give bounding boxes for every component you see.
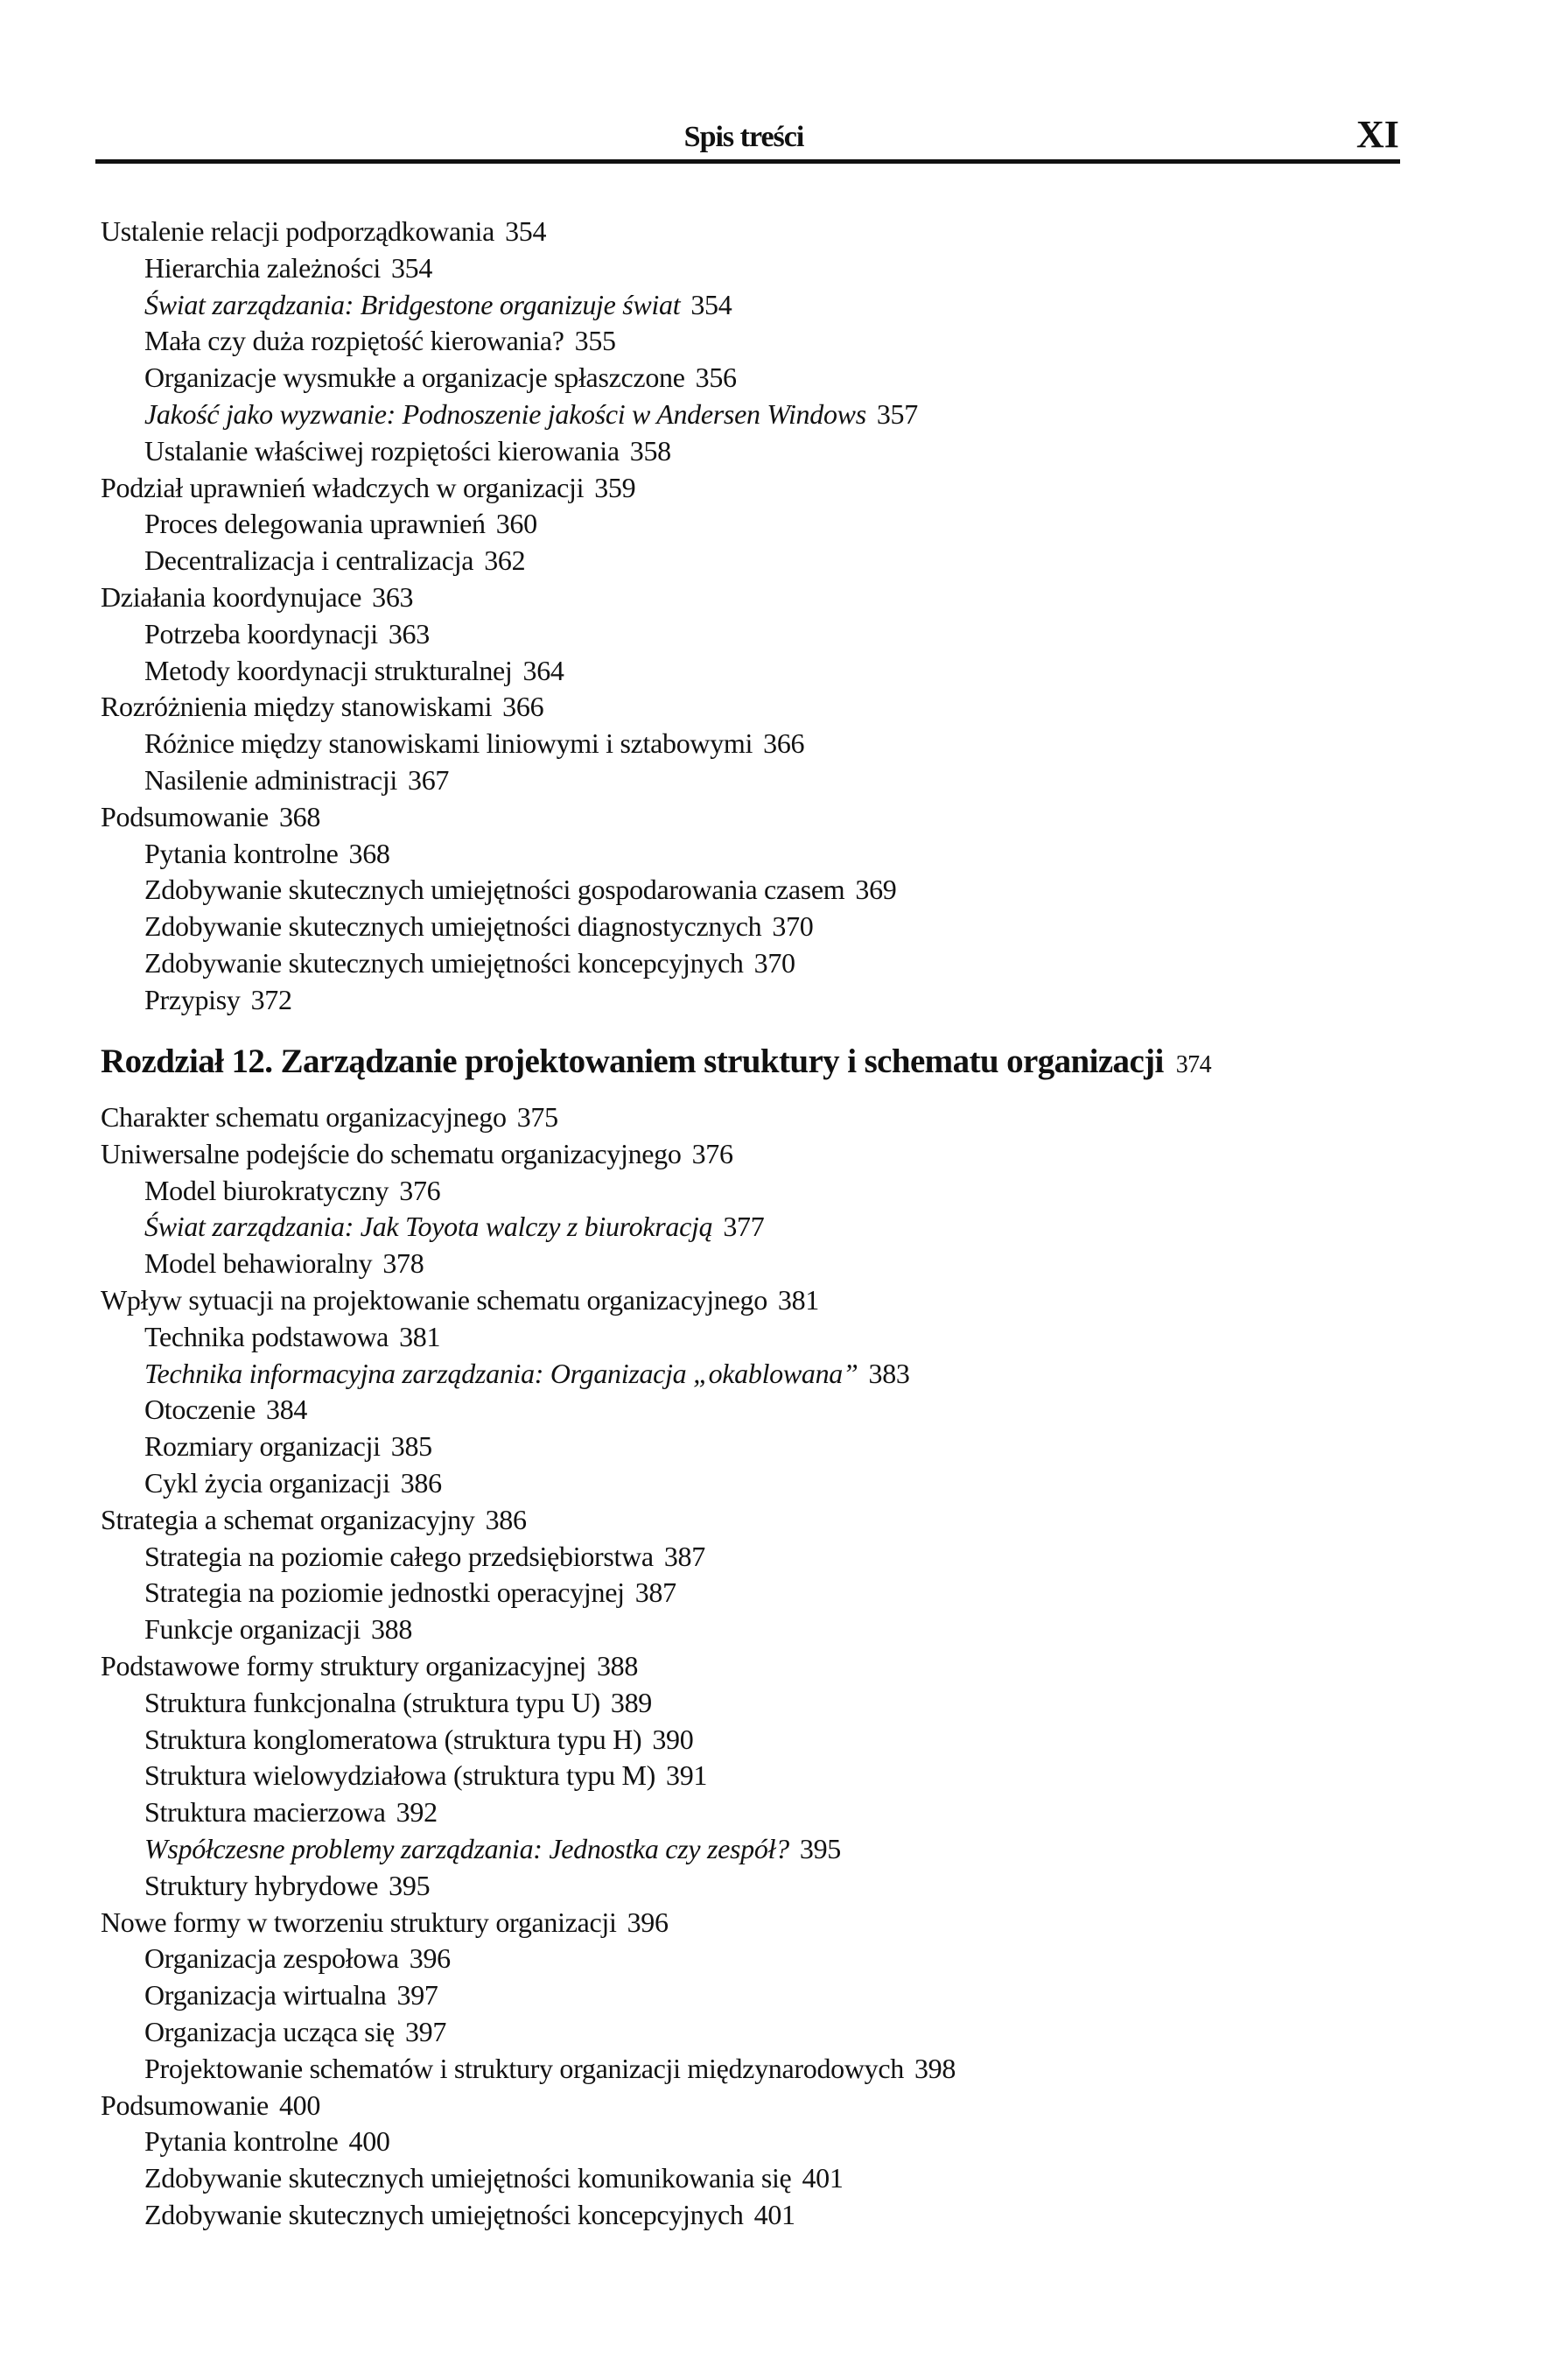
- toc-subentry: [0, 982, 1555, 1019]
- toc-subentry: [0, 1356, 1555, 1393]
- toc-entry-title: Wpływ sytuacji na projektowanie schematu organizacyjnego: [101, 1283, 767, 1316]
- toc-entry-title: Rozmiary organizacji: [144, 1430, 381, 1463]
- toc-subentry: [0, 1977, 1555, 2014]
- toc-entry-page: 368: [278, 800, 321, 832]
- toc-entry-title: Ustalenie relacji podporządkowania: [101, 215, 495, 247]
- toc-subentry: [0, 1758, 1555, 1794]
- toc-subentry: [0, 250, 1555, 287]
- toc-subentry: [0, 836, 1555, 873]
- toc-entry: [0, 1648, 1555, 1685]
- toc-entry-page: 370: [772, 910, 814, 943]
- toc-entry-title: Organizacja wirtualna: [144, 1979, 387, 2011]
- toc-entry-title: Proces delegowania uprawnień: [144, 508, 486, 540]
- toc-subentry: [0, 1941, 1555, 1977]
- toc-entry-page: 401: [753, 2198, 795, 2230]
- toc-entry-title: Mała czy duża rozpiętość kierowania?: [144, 325, 564, 357]
- toc-subentry: [0, 726, 1555, 762]
- toc-entry-title: Nowe formy w tworzeniu struktury organizacji: [101, 1906, 617, 1938]
- toc-entry-title: Metody koordynacji strukturalnej: [144, 654, 513, 686]
- toc-entry-title: Technika informacyjna zarządzania: Organizacja „okablowana”: [144, 1357, 858, 1389]
- toc-entry-page: 367: [408, 763, 450, 796]
- toc-entry-title: Świat zarządzania: Jak Toyota walczy z biurokracją: [144, 1211, 713, 1243]
- toc-subentry: [0, 2160, 1555, 2197]
- toc-entry-page: 400: [348, 2125, 390, 2158]
- toc-subentry: [0, 1868, 1555, 1905]
- toc-entry-title: Podsumowanie: [101, 800, 269, 832]
- toc-subentry: [0, 1575, 1555, 1611]
- toc-entry-page: 396: [409, 1942, 451, 1975]
- toc-subentry: [0, 1722, 1555, 1759]
- toc-subentry: [0, 1392, 1555, 1429]
- toc-subentry: [0, 945, 1555, 982]
- toc-entry: [0, 1099, 1555, 1136]
- toc-entry-title: Pytania kontrolne: [144, 2125, 339, 2158]
- toc-entry: [0, 1136, 1555, 1173]
- toc-subentry: [0, 872, 1555, 909]
- toc-entry-title: Organizacja zespołowa: [144, 1942, 399, 1975]
- toc-entry-page: 386: [485, 1503, 527, 1535]
- toc-entry-page: 392: [396, 1796, 438, 1829]
- toc-entry-title: Organizacja ucząca się: [144, 2015, 395, 2047]
- toc-entry-page: 354: [505, 215, 547, 247]
- toc-subentry: [0, 1685, 1555, 1722]
- toc-subentry: [0, 323, 1555, 360]
- toc-entry-page: 376: [399, 1174, 441, 1206]
- toc-entry-page: 356: [695, 362, 737, 394]
- toc-subentry: [0, 433, 1555, 470]
- toc-entry-page: 391: [666, 1759, 708, 1792]
- toc-entry-page: 362: [484, 544, 526, 577]
- toc-subentry: [0, 397, 1555, 433]
- toc-entry-title: Projektowanie schematów i struktury organizacji międzynarodowych: [144, 2052, 904, 2084]
- toc-entry-title: Jakość jako wyzwanie: Podnoszenie jakości w Andersen Windows: [144, 397, 866, 430]
- toc-entry-page: 372: [250, 983, 292, 1015]
- toc-entry-page: 381: [399, 1320, 441, 1352]
- toc-subentry: [0, 1831, 1555, 1868]
- toc-entry-page: 384: [266, 1394, 308, 1426]
- toc-subentry: [0, 2014, 1555, 2051]
- toc-entry-page: 378: [382, 1247, 424, 1280]
- toc-subentry: [0, 1611, 1555, 1648]
- chapter-page: 374: [1175, 1051, 1211, 1078]
- toc-entry-page: 388: [596, 1649, 639, 1681]
- toc-entry-page: 396: [627, 1906, 669, 1938]
- toc-subentry: [0, 653, 1555, 690]
- toc-entry: [0, 470, 1555, 507]
- toc-subentry: [0, 506, 1555, 543]
- toc-entry-page: 354: [690, 288, 732, 320]
- toc-entry-page: 358: [629, 434, 671, 467]
- toc-entry-page: 387: [634, 1576, 676, 1609]
- toc-entry-page: 363: [372, 580, 414, 613]
- toc-subentry: [0, 1539, 1555, 1576]
- toc-entry-title: Decentralizacja i centralizacja: [144, 544, 474, 577]
- toc-entry-title: Nasilenie administracji: [144, 763, 398, 796]
- toc-entry-page: 355: [574, 325, 616, 357]
- toc-subentry: [0, 1173, 1555, 1210]
- toc-entry-page: 397: [396, 1979, 438, 2011]
- toc-entry-title: Struktura funkcjonalna (struktura typu U): [144, 1686, 600, 1718]
- toc-entry-title: Funkcje organizacji: [144, 1613, 361, 1646]
- toc-section-chapter-12: [0, 1099, 1555, 2234]
- toc-entry-title: Działania koordynujace: [101, 580, 362, 613]
- toc-entry: [0, 214, 1555, 250]
- toc-entry: [0, 799, 1555, 836]
- toc-entry-title: Zdobywanie skutecznych umiejętności komunikowania się: [144, 2162, 792, 2194]
- toc-entry-page: 370: [753, 946, 795, 979]
- toc-subentry: [0, 287, 1555, 324]
- toc-subentry: [0, 1465, 1555, 1502]
- toc-entry: [0, 1905, 1555, 1941]
- toc-entry-title: Świat zarządzania: Bridgestone organizuje świat: [144, 288, 681, 320]
- toc-entry-title: Struktura wielowydziałowa (struktura typu M): [144, 1759, 656, 1792]
- toc-entry-page: 383: [868, 1357, 910, 1389]
- toc-entry-title: Potrzeba koordynacji: [144, 617, 378, 649]
- toc-entry-title: Zdobywanie skutecznych umiejętności diagnostycznych: [144, 910, 762, 943]
- toc-entry-page: 354: [390, 251, 433, 284]
- toc-entry-page: 366: [502, 691, 544, 723]
- toc-entry-page: 381: [777, 1283, 820, 1316]
- toc-entry-title: Zdobywanie skutecznych umiejętności koncepcyjnych: [144, 2198, 744, 2230]
- toc-subentry: [0, 1209, 1555, 1246]
- toc-entry-page: 395: [799, 1832, 841, 1864]
- toc-entry-page: 360: [495, 508, 537, 540]
- toc-entry-page: 364: [522, 654, 564, 686]
- toc-entry-page: 376: [691, 1137, 733, 1169]
- toc-entry-title: Współczesne problemy zarządzania: Jednostka czy zespół?: [144, 1832, 789, 1864]
- toc-entry-title: Model behawioralny: [144, 1247, 373, 1280]
- toc-subentry: [0, 1319, 1555, 1356]
- toc-entry-title: Pytania kontrolne: [144, 837, 339, 869]
- toc-entry-title: Charakter schematu organizacyjnego: [101, 1101, 507, 1133]
- toc-entry-page: 387: [663, 1540, 705, 1572]
- toc-entry-page: 369: [855, 874, 897, 906]
- toc-subentry: [0, 2124, 1555, 2160]
- toc-entry: [0, 689, 1555, 726]
- toc-entry: [0, 1282, 1555, 1319]
- toc-entry-page: 390: [652, 1723, 694, 1755]
- toc-entry-title: Technika podstawowa: [144, 1320, 389, 1352]
- toc-entry-title: Podsumowanie: [101, 2089, 269, 2121]
- toc-entry-title: Strategia na poziomie jednostki operacyjnej: [144, 1576, 625, 1609]
- toc-entry-page: 401: [802, 2162, 844, 2194]
- toc-entry-page: 368: [348, 837, 390, 869]
- toc-subentry: [0, 616, 1555, 653]
- toc-subentry: [0, 2051, 1555, 2088]
- toc-entry-page: 375: [516, 1101, 558, 1133]
- toc-entry-title: Różnice między stanowiskami liniowymi i sztabowymi: [144, 727, 753, 760]
- toc-entry-title: Strategia a schemat organizacyjny: [101, 1503, 475, 1535]
- toc-subentry: [0, 1246, 1555, 1282]
- toc-entry-title: Organizacje wysmukłe a organizacje spłaszczone: [144, 362, 685, 394]
- toc-entry-page: 397: [404, 2015, 447, 2047]
- toc-entry-title: Otoczenie: [144, 1394, 256, 1426]
- toc-entry-title: Struktury hybrydowe: [144, 1869, 379, 1901]
- toc-entry-title: Strategia na poziomie całego przedsiębiorstwa: [144, 1540, 654, 1572]
- toc-entry-page: 400: [278, 2089, 321, 2121]
- toc-subentry: [0, 360, 1555, 397]
- toc-entry-page: 398: [914, 2052, 956, 2084]
- toc-entry-title: Rozróżnienia między stanowiskami: [101, 691, 493, 723]
- header-rule: [95, 159, 1400, 164]
- toc-entry-title: Struktura macierzowa: [144, 1796, 386, 1829]
- toc-entry-page: 363: [388, 617, 430, 649]
- chapter-heading: [101, 1042, 1211, 1081]
- chapter-title: Rozdział 12. Zarządzanie projektowaniem struktury i schematu organizacji: [101, 1043, 1164, 1080]
- toc-entry-title: Uniwersalne podejście do schematu organizacyjnego: [101, 1137, 682, 1169]
- toc-entry-title: Zdobywanie skutecznych umiejętności gospodarowania czasem: [144, 874, 845, 906]
- toc-entry-title: Model biurokratyczny: [144, 1174, 389, 1206]
- toc-entry-page: 359: [594, 471, 636, 503]
- toc-subentry: [0, 762, 1555, 799]
- toc-entry-title: Podział uprawnień władczych w organizacji: [101, 471, 585, 503]
- toc-subentry: [0, 1429, 1555, 1465]
- toc-entry-title: Hierarchia zależności: [144, 251, 381, 284]
- toc-entry-page: 366: [763, 727, 805, 760]
- toc-entry-page: 388: [370, 1613, 413, 1646]
- toc-entry-title: Przypisy: [144, 983, 241, 1015]
- toc-section-continued: [0, 214, 1555, 1019]
- toc-entry-title: Struktura konglomeratowa (struktura typu H): [144, 1723, 642, 1755]
- page-number: XI: [1356, 113, 1399, 156]
- toc-entry-title: Zdobywanie skutecznych umiejętności koncepcyjnych: [144, 946, 744, 979]
- toc-entry-page: 395: [389, 1869, 431, 1901]
- toc-entry: [0, 579, 1555, 616]
- toc-entry-page: 386: [400, 1466, 442, 1499]
- toc-subentry: [0, 543, 1555, 579]
- toc-entry-page: 377: [723, 1211, 765, 1243]
- toc-entry-title: Podstawowe formy struktury organizacyjnej: [101, 1649, 586, 1681]
- toc-entry-page: 385: [390, 1430, 432, 1463]
- running-header-title: Spis treści: [683, 121, 804, 153]
- toc-subentry: [0, 2197, 1555, 2234]
- toc-subentry: [0, 909, 1555, 945]
- toc-entry: [0, 1502, 1555, 1539]
- toc-entry-title: Cykl życia organizacji: [144, 1466, 390, 1499]
- toc-subentry: [0, 1794, 1555, 1831]
- toc-entry-page: 357: [876, 397, 918, 430]
- toc-entry: [0, 2088, 1555, 2124]
- toc-entry-page: 389: [610, 1686, 653, 1718]
- toc-entry-title: Ustalanie właściwej rozpiętości kierowania: [144, 434, 620, 467]
